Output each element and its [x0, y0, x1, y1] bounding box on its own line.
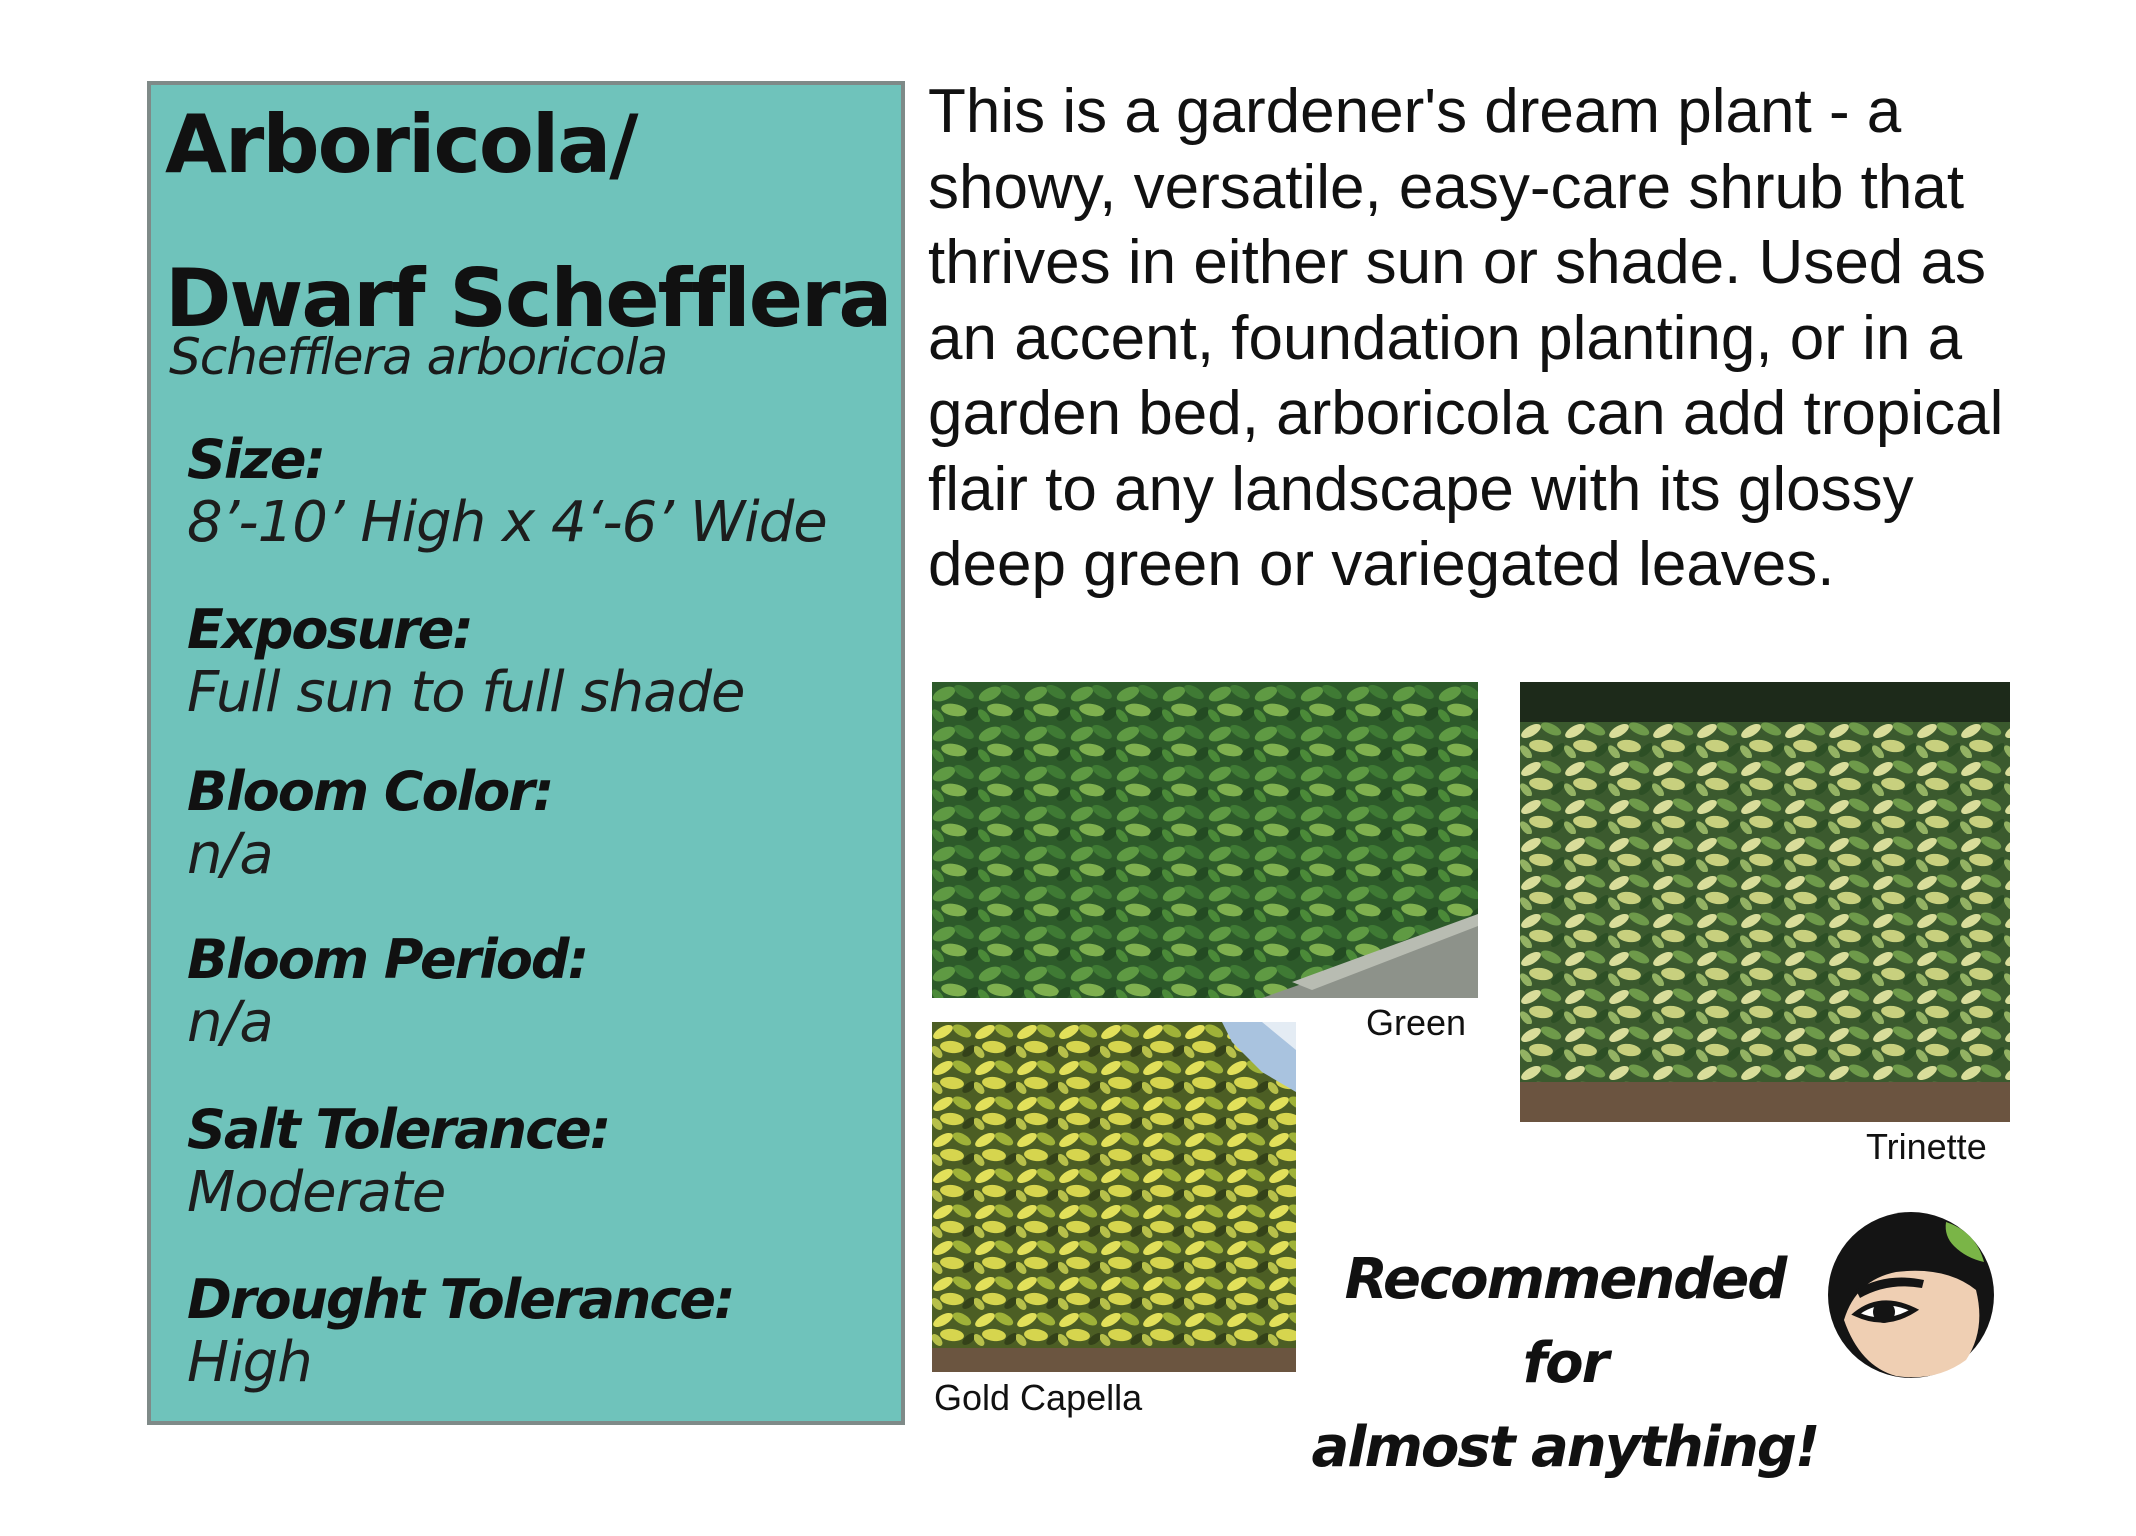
attribute-value: n/a — [187, 990, 273, 1055]
attribute-value: Full sun to full shade — [187, 660, 745, 725]
recommendation-text — [1305, 1238, 1825, 1490]
attribute-value: n/a — [187, 822, 273, 887]
trinette-arboricola-photo — [1520, 682, 2010, 1122]
photo-caption-green: Green — [1366, 1002, 1467, 1043]
attribute-label: Size: — [187, 428, 325, 491]
recommendation-line1: Recommended for — [1344, 1247, 1786, 1396]
attribute-label: Bloom Color: — [187, 760, 553, 823]
attribute-size — [187, 430, 827, 556]
gold-capella-arboricola-photo — [932, 1022, 1296, 1372]
attribute-value: Moderate — [187, 1160, 446, 1225]
plant-info-panel — [147, 81, 905, 1425]
plant-title-line2: Dwarf Schefflera — [165, 252, 891, 345]
green-arboricola-photo — [932, 682, 1478, 998]
plant-description: This is a gardener's dream plant - a showy, versatile, easy-care shrub that thrives in either sun or shade. Used as an accent, foundation planting, or in a garden bed, arboricola can add tropical flair to any landscape with its glossy deep green or variegated leaves. — [928, 77, 2004, 599]
recommendation-line2: almost anything! — [1311, 1415, 1819, 1480]
attribute-label: Exposure: — [187, 598, 472, 661]
attribute-salt-tolerance — [187, 1100, 609, 1226]
attribute-label: Bloom Period: — [187, 928, 588, 991]
face-eye-logo-icon — [1826, 1210, 1996, 1380]
plant-title — [165, 98, 891, 345]
attribute-value: High — [187, 1330, 312, 1395]
attribute-bloom-period — [187, 930, 587, 1056]
attribute-drought-tolerance — [187, 1270, 734, 1396]
attribute-label: Salt Tolerance: — [187, 1098, 610, 1161]
attribute-label: Drought Tolerance: — [187, 1268, 734, 1331]
photo-caption-trinette: Trinette — [1866, 1126, 1987, 1167]
attribute-bloom-color — [187, 762, 553, 888]
plant-title-line1: Arboricola/ — [165, 98, 637, 191]
scientific-name: Schefflera arboricola — [169, 328, 668, 386]
photo-caption-gold-capella: Gold Capella — [934, 1377, 1143, 1418]
attribute-exposure — [187, 600, 744, 726]
attribute-value: 8’-10’ High x 4‘-6’ Wide — [187, 490, 827, 555]
